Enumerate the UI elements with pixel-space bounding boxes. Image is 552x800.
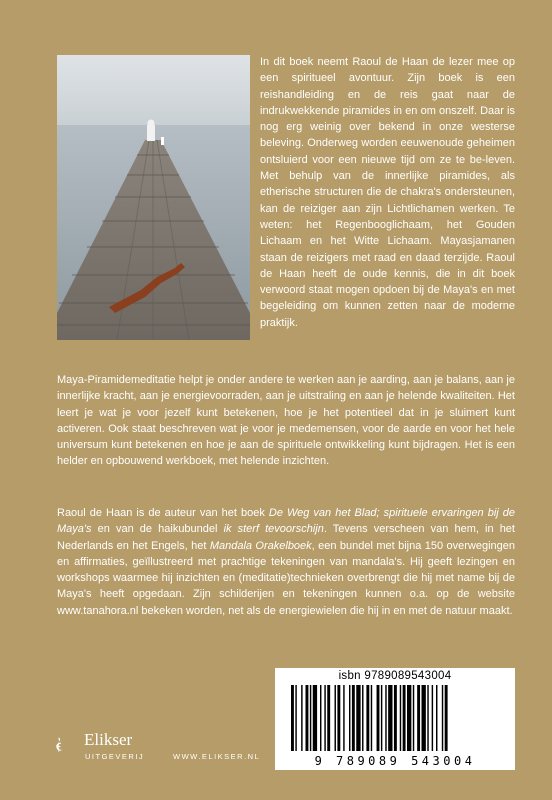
barcode-icon bbox=[287, 685, 503, 751]
publisher-website: WWW.ELIKSER.NL bbox=[173, 752, 261, 761]
barcode-digits: 9 789089 543004 bbox=[314, 754, 476, 768]
barcode-box bbox=[275, 668, 515, 770]
book-title-mandala-orakelboek: Mandala Orakelboek bbox=[209, 539, 312, 552]
intro-paragraph: In dit boek neemt Raoul de Haan de lezer mee op een spiritueel avontuur. Zijn boek is een reishandleiding en de reis gaat naar de indrukwekkende piramides in en om onszelf. Daar is nog erg weinig over bekend in onze westerse beleving. Onderweg worden eeuwenoude geheimen ontsluierd voor een nieuwe tijd om ze te be-leven. Met behulp van de innerlijke piramides, als etherische structuren die de chakra's ondersteunen, kan de reiziger aan zijn Lichtlichamen werken. Te weten: het Regenbooglichaam, het Gouden Lichaam en het Witte Lichaam. Mayasjamanen staan de reizigers met raad en daad terzijde. Raoul de Haan heeft de oude kennis, die in dit boek verwoord staat mogen opdoen bij de Maya's en met begeleiding om kunnen zetten naar de moderne praktijk. bbox=[260, 56, 515, 329]
bio-text-2: en van de haikubundel bbox=[91, 523, 224, 536]
description-paragraph: Maya-Piramidemeditatie helpt je onder andere te werken aan je aarding, aan je balans, aan je innerlijke kracht, aan je energievoorraden, aan je uitstraling en aan je helende kwaliteiten. Het leert je wat je voor jezelf kunt betekenen, hoe je het potentieel dat in je sluimert kunt activeren. Ook staat beschreven wat je voor je medemensen, voor de aarde en voor het hele universum kunt betekenen en hoe je aan de spirituele ontwikkeling kunt bijdragen. Het is een helder en opbouwend werkboek, met helende inzichten. bbox=[57, 374, 515, 468]
isbn-label: isbn 9789089543004 bbox=[338, 670, 452, 682]
candle-flame-e-icon bbox=[55, 715, 85, 775]
author-bio-paragraph bbox=[57, 505, 515, 619]
publisher-name: Elikser bbox=[84, 730, 133, 749]
bio-text-1: Raoul de Haan is de auteur van het boek bbox=[57, 507, 269, 519]
book-title-weg-van-het-blad: De Weg van het Blad; spirituele ervaringen bij de Maya's bbox=[57, 507, 515, 536]
bio-text-3: . Tevens verscheen van hem, in het Nederlands en het Engels, het bbox=[57, 523, 515, 552]
publisher-subtitle: UITGEVERIJ bbox=[85, 752, 145, 761]
bio-text-4: , een bundel met bijna 150 overwegingen en affirmaties, geïllustreerd met prachtige tekeningen van mandala's. Hij geeft lezingen en workshops waarmee hij inzichten en (meditatie)technieken overbrengt die hij met name bij de Maya's heeft opgedaan. Zijn schilderijen en tekeningen kunnen o.a. op de website www.tanahora.nl bekeken worden, net als de energiewielen die hij in en met de natuur maakt. bbox=[57, 539, 515, 617]
book-title-ik-sterf: ik sterf tevoorschijn bbox=[223, 523, 324, 536]
cover-photo-jetty bbox=[57, 55, 250, 340]
